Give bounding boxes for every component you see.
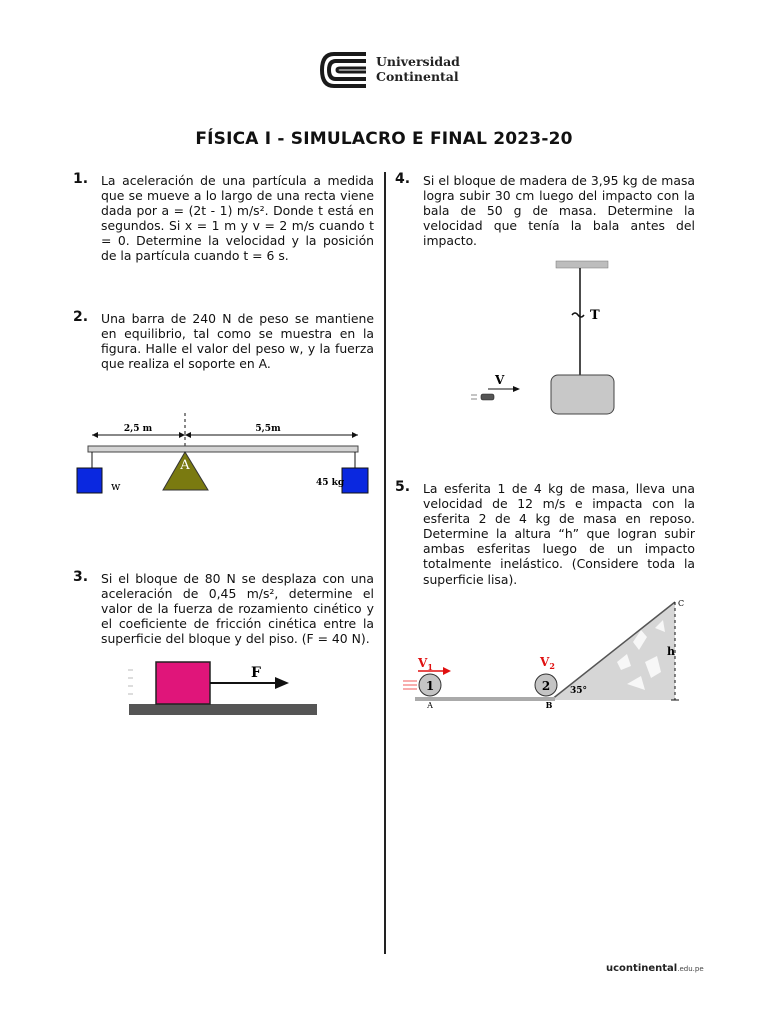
angle-label: 35° <box>570 686 588 696</box>
weight-45kg-block <box>342 468 368 493</box>
problem-2-number: 2. <box>73 309 89 325</box>
problem-4-text: Si el bloque de madera de 3,95 kg de masa logra subir 30 cm luego del impacto con la bala de 50 g de masa. Determine la velocidad que tenía la bala antes del impacto. <box>423 173 695 249</box>
problem-3-figure <box>125 656 325 720</box>
v1-label: $V_1$ <box>418 656 433 672</box>
weight-w-block <box>77 468 102 493</box>
problem-5-text: La esferita 1 de 4 kg de masa, lleva una velocidad de 12 m/s e impacta con la esferita 2 de 4 kg de masa en reposo. Determine la altura “h” que logran subir ambas esferitas luego de un impacto totalmente inelástico. (Considere toda la superficie lisa). <box>423 481 695 587</box>
problem-2-text: Una barra de 240 N de peso se mantiene en equilibrio, tal como se muestra en la figura. Halle el valor del peso w, y la fuerza que realiza el soporte en A. <box>101 311 374 372</box>
ceiling <box>556 261 608 268</box>
force-label: F <box>251 665 261 681</box>
block <box>156 662 210 704</box>
height-label: h <box>667 645 675 658</box>
problem-5-figure <box>395 592 695 722</box>
distance-right-label: 5,5m <box>255 424 281 434</box>
logo-line-1: Universidad <box>376 54 460 69</box>
velocity-label: V <box>495 373 505 387</box>
bullet <box>481 394 494 400</box>
page-title: FÍSICA I - SIMULACRO E FINAL 2023-20 <box>195 129 573 149</box>
tension-label: T <box>590 308 600 323</box>
footer-url <box>606 963 704 974</box>
bar <box>88 446 358 452</box>
point-c-label: C <box>678 599 685 608</box>
wooden-block <box>551 375 614 414</box>
v2-label: $V_2$ <box>540 655 555 671</box>
support-label: A <box>180 458 190 473</box>
logo-mark-icon <box>320 50 372 90</box>
problem-4-figure <box>460 255 640 420</box>
problem-5-number: 5. <box>395 479 411 495</box>
ball-2-label: 2 <box>541 679 551 693</box>
footer-domain: .edu.pe <box>677 965 704 973</box>
point-b-label: B <box>545 700 553 710</box>
problem-2-figure <box>70 408 380 503</box>
ground <box>415 697 555 701</box>
weight-w-label: w <box>111 480 121 493</box>
university-logo <box>320 50 460 90</box>
floor <box>129 704 317 715</box>
footer-site: ucontinental <box>606 963 678 974</box>
ball-1-label: 1 <box>425 679 435 693</box>
problem-3-text: Si el bloque de 80 N se desplaza con una aceleración de 0,45 m/s², determine el valor de la fuerza de rozamiento cinético y el coeficiente de fricción cinética entre la superficie del bloque y del piso. (F = 40 N). <box>101 571 374 647</box>
problem-1-number: 1. <box>73 171 89 187</box>
problem-4-number: 4. <box>395 171 411 187</box>
column-divider <box>384 172 386 954</box>
logo-line-2: Continental <box>376 69 459 84</box>
weight-45kg-label: 45 kg <box>316 478 345 488</box>
problem-3-number: 3. <box>73 569 89 585</box>
distance-left-label: 2,5 m <box>123 424 153 434</box>
point-a-label: A <box>427 701 433 710</box>
problem-1-text: La aceleración de una partícula a medida que se mueve a lo largo de una recta viene dada por a = (2t - 1) m/s². Donde t está en segundos. Si x = 1 m y v = 2 m/s cuando t = 0. Determine la velocidad y la posición de la partícula cuando t = 6 s. <box>101 173 374 264</box>
